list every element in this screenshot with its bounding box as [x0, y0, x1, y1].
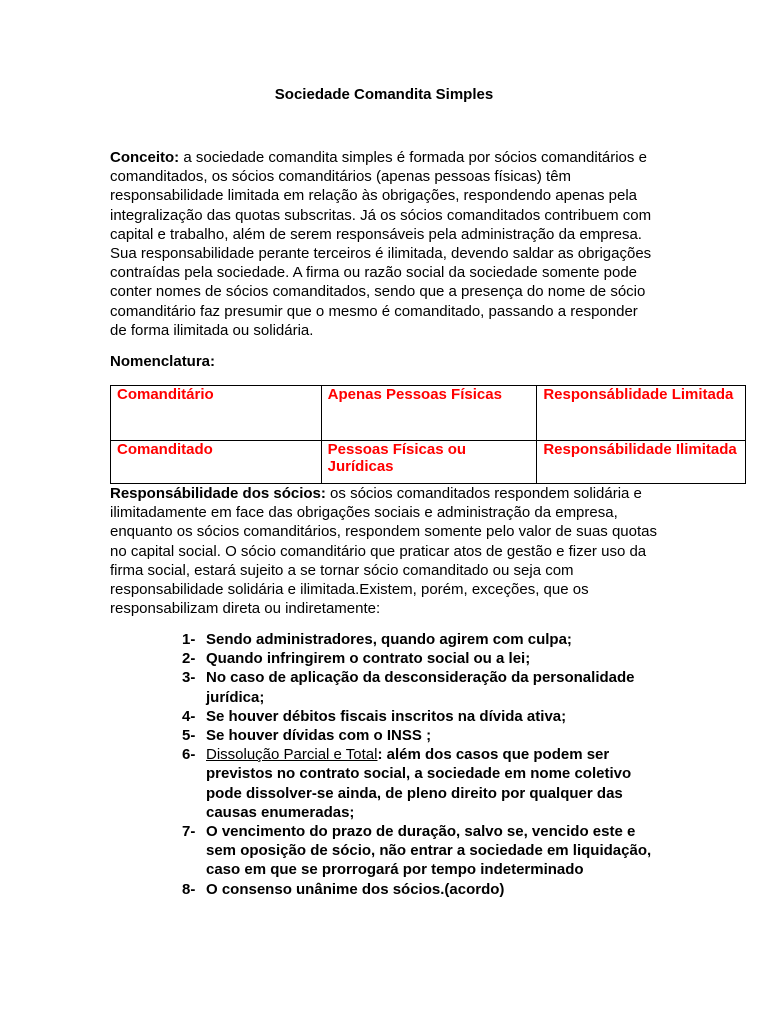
list-item-number: 3-	[182, 669, 196, 687]
list-item-text: Sendo administradores, quando agirem com culpa;	[206, 631, 572, 648]
list-item-number: 6-	[182, 746, 196, 764]
table-cell-type: Comanditário	[111, 386, 322, 441]
list-item-text: Quando infringirem o contrato social ou a lei;	[206, 650, 531, 668]
list-item	[182, 745, 662, 822]
responsibility-paragraph	[110, 484, 658, 618]
list-item-number: 7-	[182, 823, 196, 841]
document-title: Sociedade Comandita Simples	[274, 86, 494, 103]
list-item-number: 5-	[182, 727, 196, 745]
list-item	[182, 630, 662, 649]
list-item	[182, 668, 662, 706]
concept-label: Conceito:	[110, 149, 180, 166]
exceptions-list	[182, 630, 662, 899]
list-item-number: 2-	[182, 650, 196, 668]
list-item	[182, 649, 662, 668]
list-item	[182, 726, 662, 745]
table-cell-persons: Pessoas Físicas ou Jurídicas	[321, 441, 537, 484]
list-item-text: O vencimento do prazo de duração, salvo se, vencido este e sem oposição de sócio, não entrar a sociedade em liquidação, caso em que se prorrogará por tempo indeterminado	[206, 823, 652, 879]
list-item-text: Se houver débitos fiscais inscritos na dívida ativa;	[206, 707, 567, 725]
nomenclature-table	[110, 385, 746, 484]
list-item-text: No caso de aplicação da desconsideração da personalidade jurídica;	[206, 669, 635, 706]
table-cell-liability: Responsábilidade Ilimitada	[537, 441, 746, 484]
list-item-number: 1-	[182, 631, 196, 648]
table-row	[111, 441, 746, 484]
list-item-text: O consenso unânime dos sócios.(acordo)	[206, 880, 505, 898]
table-cell-liability: Responsáblidade Limitada	[537, 386, 746, 441]
table-row	[111, 386, 746, 441]
table-cell-type: Comanditado	[111, 441, 322, 484]
list-item-text: Se houver dívidas com o INSS ;	[206, 727, 432, 745]
list-item	[182, 822, 662, 880]
list-item-underlined-term: Dissolução Parcial e Total	[206, 746, 378, 764]
nomenclature-heading: Nomenclatura:	[110, 353, 216, 370]
list-item	[182, 880, 662, 899]
list-item-number: 4-	[182, 707, 196, 725]
table-cell-persons: Apenas Pessoas Físicas	[321, 386, 537, 441]
concept-text: a sociedade comandita simples é formada por sócios comanditários e comanditados, os sócios comanditários (apenas pessoas físicas) têm responsabilidade limitada em relação às obrigações, respondendo apenas pela integralização das quotas subscritas. Já os sócios comanditados contribuem com capital e trabalho, além de serem responsáveis pela administração da empresa. Sua responsabilidade perante terceiros é ilimitada, devendo saldar as obrigações contraídas pela sociedade. A firma ou razão social da sociedade somente pode conter nomes de sócios comanditados, sendo que a presença do nome de sócio comanditário faz presumir que o mesmo é comanditado, passando a responder de forma ilimitada ou solidária.	[110, 149, 652, 339]
list-item	[182, 707, 662, 726]
concept-paragraph	[110, 148, 658, 340]
responsibility-label: Responsábilidade dos sócios:	[110, 485, 326, 502]
list-item-number: 8-	[182, 880, 196, 898]
responsibility-text: os sócios comanditados respondem solidária e ilimitadamente em face das obrigações sociais e administração da empresa, enquanto os sócios comanditários, respondem somente pelo valor de suas quotas no capital social. O sócio comanditário que praticar atos de gestão e fizer uso da firma social, estará sujeito a se tornar sócio comanditado ou seja com responsabilidade solidária e ilimitada.Existem, porém, exceções, que os responsabilizam direta ou indiretamente:	[110, 485, 657, 618]
list-item-text: : além dos casos que podem ser previstos no contrato social, a sociedade em nome coletivo pode dissolver-se ainda, de pleno direito por qualquer das causas enumeradas;	[206, 746, 632, 821]
